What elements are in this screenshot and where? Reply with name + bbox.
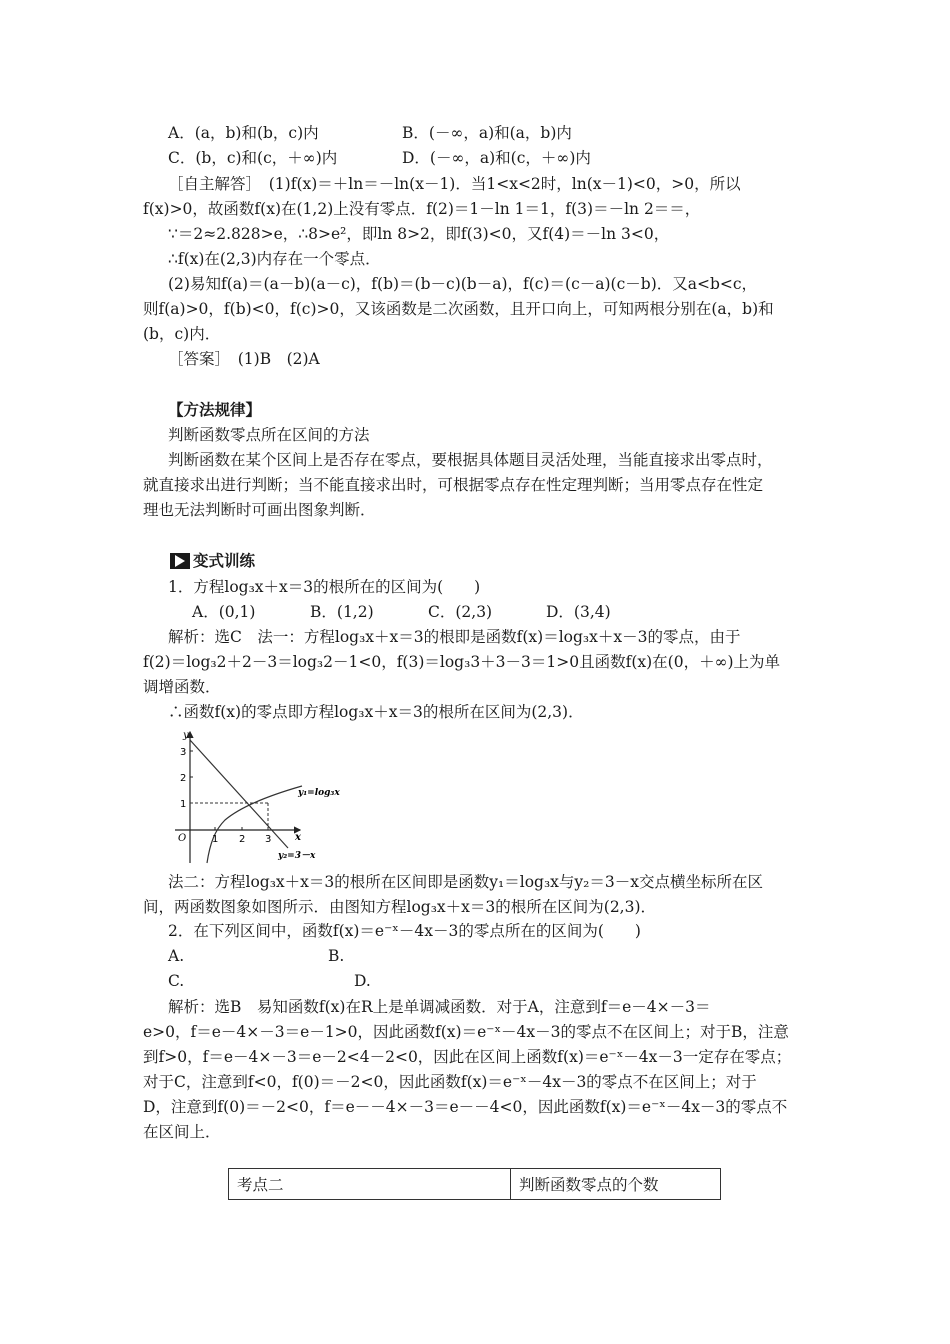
y-axis-label: y [183,730,189,741]
table-cell [229,1169,511,1199]
q1-method2-line: 法二：方程log₃x＋x＝3的根所在区间即是函数y₁＝log₃x与y₂＝3－x交点横坐标所在区 [168,873,763,891]
x-tick-label: 1 [212,834,219,845]
solution-line: ［自主解答］ (1)f(x)＝＋ln＝－ln(x－1)．当1<x<2时，ln(x－1)<0，>0，所以 [168,175,741,193]
solution-line: (b，c)内． [143,325,221,343]
x-tick-label: 3 [265,834,272,845]
y-tick-label: 1 [180,799,187,810]
line-y2-label: y₂=3－x [278,851,316,861]
q2-solution-line: 解析：选B 易知函数f(x)在R上是单调减函数．对于A，注意到f＝e－4×－3＝ [168,998,711,1016]
topic-table [228,1168,721,1200]
q2-solution-line: 在区间上． [143,1123,221,1141]
y-tick-label: 2 [180,773,187,784]
question-1: 1．方程log₃x＋x＝3的根所在的区间为( ) [168,578,481,596]
q1-solution-line: f(2)＝log₃2＋2－3＝log₃2－1<0，f(3)＝log₃3＋3－3＝1>0且函数f(x)在(0，＋∞)上为单 [143,653,781,671]
q2-solution-line: D，注意到f(0)＝－2<0，f＝e－－4×－3＝e－－4<0，因此函数f(x)＝e⁻ˣ－4x－3的零点不 [143,1098,788,1116]
curve-y1-label: y₁=log₃x [298,788,340,798]
q2-solution-line: 到f>0，f＝e－4×－3＝e－2<4－2<0，因此在区间上函数f(x)＝e⁻ˣ－4x－3一定存在零点； [143,1048,792,1066]
q1-option-a: A．(0,1) [192,603,256,621]
q1-option-d: D．(3,4) [546,603,611,621]
table-cell-right: 判断函数零点的个数 [519,1176,659,1194]
y-tick-label: 3 [180,747,187,758]
solution-line: 则f(a)>0，f(b)<0，f(c)>0，又该函数是二次函数，且开口向上，可知两根分别在(a，b)和 [143,300,774,318]
q1-solution-line: ∴函数f(x)的零点即方程log₃x＋x＝3的根所在区间为(2,3)． [168,703,584,721]
option-a: A．(a，b)和(b，c)内 [168,124,319,142]
solution-line: f(x)>0，故函数f(x)在(1,2)上没有零点．f(2)＝1－ln 1＝1，f(3)＝－ln 2＝＝， [143,200,701,218]
solution-line: ∴f(x)在(2,3)内存在一个零点． [168,250,381,268]
table-cell-left: 考点二 [237,1176,284,1194]
q1-solution-line: 调增函数． [143,678,221,696]
origin-label: O [178,833,187,844]
x-axis-label: x [295,832,301,843]
practice-heading [170,551,255,571]
solution-line: (2)易知f(a)＝(a－b)(a－c)，f(b)＝(b－c)(b－a)，f(c)＝(c－a)(c－b)．又a<b<c， [168,275,758,293]
function-graph [170,728,360,868]
q1-solution-line: 解析：选C 法一：方程log₃x＋x＝3的根即是函数f(x)＝log₃x＋x－3的零点，由于 [168,628,741,646]
q2-solution-line: 对于C，注意到f<0，f(0)＝－2<0，因此函数f(x)＝e⁻ˣ－4x－3的零点不在区间上；对于 [143,1073,757,1091]
option-b: B．(－∞，a)和(a，b)内 [402,124,572,142]
q1-method2-line: 间，两函数图象如图所示．由图知方程log₃x＋x＝3的根所在区间为(2,3)． [143,898,657,916]
line-y2 [190,740,288,848]
x-tick-label: 2 [239,834,246,845]
q2-solution-line: e>0，f＝e－4×－3＝e－1>0，因此函数f(x)＝e⁻ˣ－4x－3的零点不在区间上；对于B，注意 [143,1023,789,1041]
option-c: C．(b，c)和(c，＋∞)内 [168,149,338,167]
q2-option-b: B. [328,947,345,965]
q1-option-c: C．(2,3) [428,603,493,621]
q1-option-b: B．(1,2) [310,603,374,621]
method-subtitle: 判断函数零点所在区间的方法 [168,426,370,444]
option-d: D．(－∞，a)和(c，＋∞)内 [402,149,591,167]
answer-line: ［答案］ (1)B (2)A [168,350,320,368]
method-line: 判断函数在某个区间上是否存在零点，要根据具体题目灵活处理，当能直接求出零点时， [168,451,773,469]
table-cell [511,1169,720,1199]
q2-option-d: D. [354,972,371,990]
method-line: 理也无法判断时可画出图象判断． [143,501,376,519]
method-line: 就直接求出进行判断；当不能直接求出时，可根据零点存在性定理判断；当用零点存在性定 [143,476,764,494]
practice-heading-text: 变式训练 [193,552,256,570]
play-icon [170,553,190,569]
solution-line: ∵＝2≈2.828>e，∴8>e²，即ln 8>2，即f(3)<0，又f(4)＝－ln 3<0， [168,225,670,243]
q2-option-c: C. [168,972,185,990]
method-heading: 【方法规律】 [168,401,262,419]
q2-option-a: A. [168,947,185,965]
question-2: 2．在下列区间中，函数f(x)＝e⁻ˣ－4x－3的零点所在的区间为( ) [168,922,641,940]
